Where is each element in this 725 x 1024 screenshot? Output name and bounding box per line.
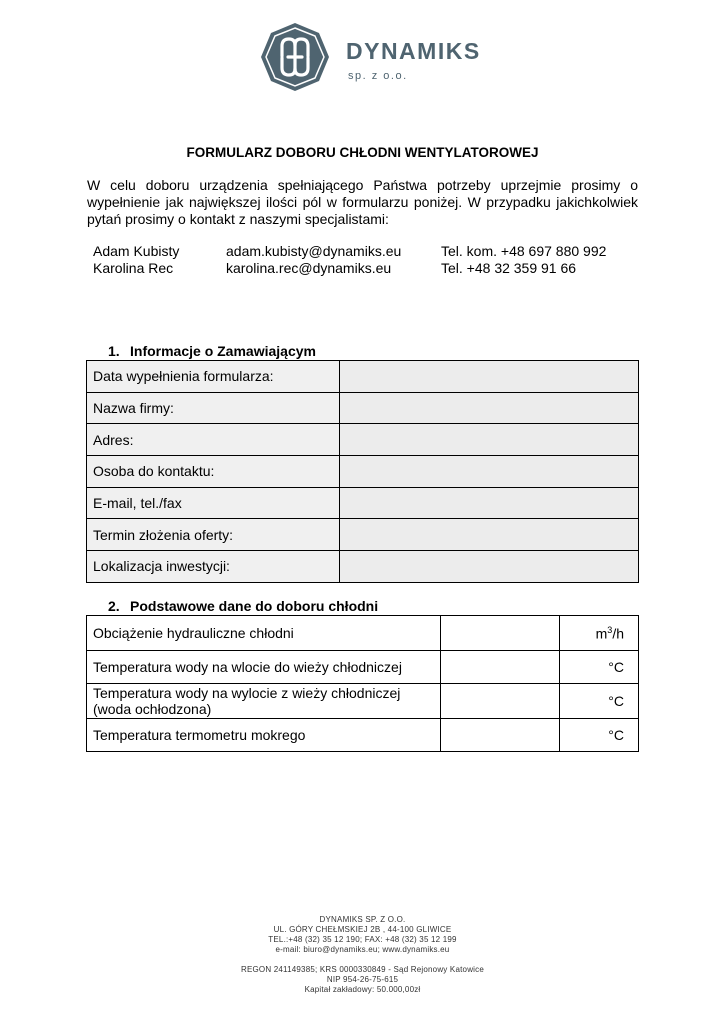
table-row <box>87 519 639 551</box>
field-label: Adres: <box>87 424 340 456</box>
contact-phone: Tel. kom. +48 697 880 992 <box>441 243 607 259</box>
unit-base: m <box>595 625 608 642</box>
unit-label: °C <box>560 719 639 752</box>
section2-heading <box>108 598 378 614</box>
section1-title: Informacje o Zamawiającym <box>130 343 316 359</box>
company-logo <box>260 22 480 92</box>
brand-subtitle: sp. z o.o. <box>348 70 408 82</box>
table-row <box>87 551 639 583</box>
field-label: Temperatura termometru mokrego <box>87 719 441 752</box>
company-name-field[interactable] <box>340 392 639 424</box>
field-label: Nazwa firmy: <box>87 392 340 424</box>
table-row <box>87 487 639 519</box>
footer-company: DYNAMIKS SP. Z O.O. <box>319 915 406 924</box>
footer-phones: TEL.:+48 (32) 35 12 190; FAX: +48 (32) 35 12 199 <box>268 935 457 944</box>
label-line: Temperatura wody na wylocie z wieży chłodniczej <box>93 685 401 701</box>
address-field[interactable] <box>340 424 639 456</box>
client-info-table <box>86 360 639 583</box>
table-row <box>87 392 639 424</box>
field-label: Data wypełnienia formularza: <box>87 361 340 393</box>
section2-number: 2. <box>108 598 120 614</box>
footer-registry-block <box>0 965 725 995</box>
footer-registry: REGON 241149385; KRS 0000330849 - Sąd Rejonowy Katowice <box>241 965 484 974</box>
email-phone-field[interactable] <box>340 487 639 519</box>
outlet-temperature-field[interactable] <box>441 684 560 719</box>
table-row <box>87 719 639 752</box>
table-row <box>87 616 639 651</box>
field-label: Osoba do kontaktu: <box>87 456 340 488</box>
unit-rest: /h <box>612 625 624 642</box>
table-row <box>87 651 639 684</box>
unit-label: °C <box>560 651 639 684</box>
field-label: Lokalizacja inwestycji: <box>87 551 340 583</box>
contact-name: Adam Kubisty <box>93 243 180 259</box>
brand-name: DYNAMIKS <box>346 38 481 64</box>
intro-paragraph: W celu doboru urządzenia spełniającego Państwa potrzeby uprzejmie prosimy o wypełnienie jak największej ilości pól w formularzu poniżej. W przypadku jakichkolwiek pytań prosimy o kontakt z naszymi specjalistami: <box>87 177 638 227</box>
footer-address: UL. GÓRY CHEŁMSKIEJ 2B , 44-100 GLIWICE <box>273 925 452 934</box>
form-date-field[interactable] <box>340 361 639 393</box>
dynamiks-logo-icon <box>260 22 330 92</box>
field-label: Temperatura wody na wlocie do wieży chłodniczej <box>87 651 441 684</box>
field-label <box>87 684 441 719</box>
contact-list <box>93 243 653 277</box>
contact-phone: Tel. +48 32 359 91 66 <box>441 260 577 276</box>
contact-email[interactable]: karolina.rec@dynamiks.eu <box>226 260 392 276</box>
unit-label: °C <box>560 684 639 719</box>
section2-title: Podstawowe dane do doboru chłodni <box>130 598 379 614</box>
footer-capital: Kapitał zakładowy: 50.000,00zł <box>304 985 421 994</box>
footer-company-block <box>0 915 725 955</box>
form-title: FORMULARZ DOBORU CHŁODNI WENTYLATOROWEJ <box>186 145 539 160</box>
table-row <box>87 361 639 393</box>
unit-label <box>560 616 639 651</box>
unit-superscript: 3 <box>607 624 613 635</box>
hydraulic-load-field[interactable] <box>441 616 560 651</box>
investment-location-field[interactable] <box>340 551 639 583</box>
footer-emails: e-mail: biuro@dynamiks.eu; www.dynamiks.eu <box>275 945 450 954</box>
contact-row <box>93 243 653 260</box>
contact-row <box>93 260 653 277</box>
table-row <box>87 684 639 719</box>
offer-deadline-field[interactable] <box>340 519 639 551</box>
section1-number: 1. <box>108 343 120 359</box>
section1-heading <box>108 343 316 359</box>
footer-nip: NIP 954-26-75-615 <box>326 975 399 984</box>
table-row <box>87 456 639 488</box>
table-row <box>87 424 639 456</box>
wet-bulb-temperature-field[interactable] <box>441 719 560 752</box>
cooling-data-table <box>86 615 639 752</box>
contact-person-field[interactable] <box>340 456 639 488</box>
inlet-temperature-field[interactable] <box>441 651 560 684</box>
contact-email[interactable]: adam.kubisty@dynamiks.eu <box>226 243 402 259</box>
label-line: (woda ochłodzona) <box>93 701 212 717</box>
field-label: Termin złożenia oferty: <box>87 519 340 551</box>
field-label: Obciążenie hydrauliczne chłodni <box>87 616 441 651</box>
contact-name: Karolina Rec <box>93 260 174 276</box>
field-label: E-mail, tel./fax <box>87 487 340 519</box>
